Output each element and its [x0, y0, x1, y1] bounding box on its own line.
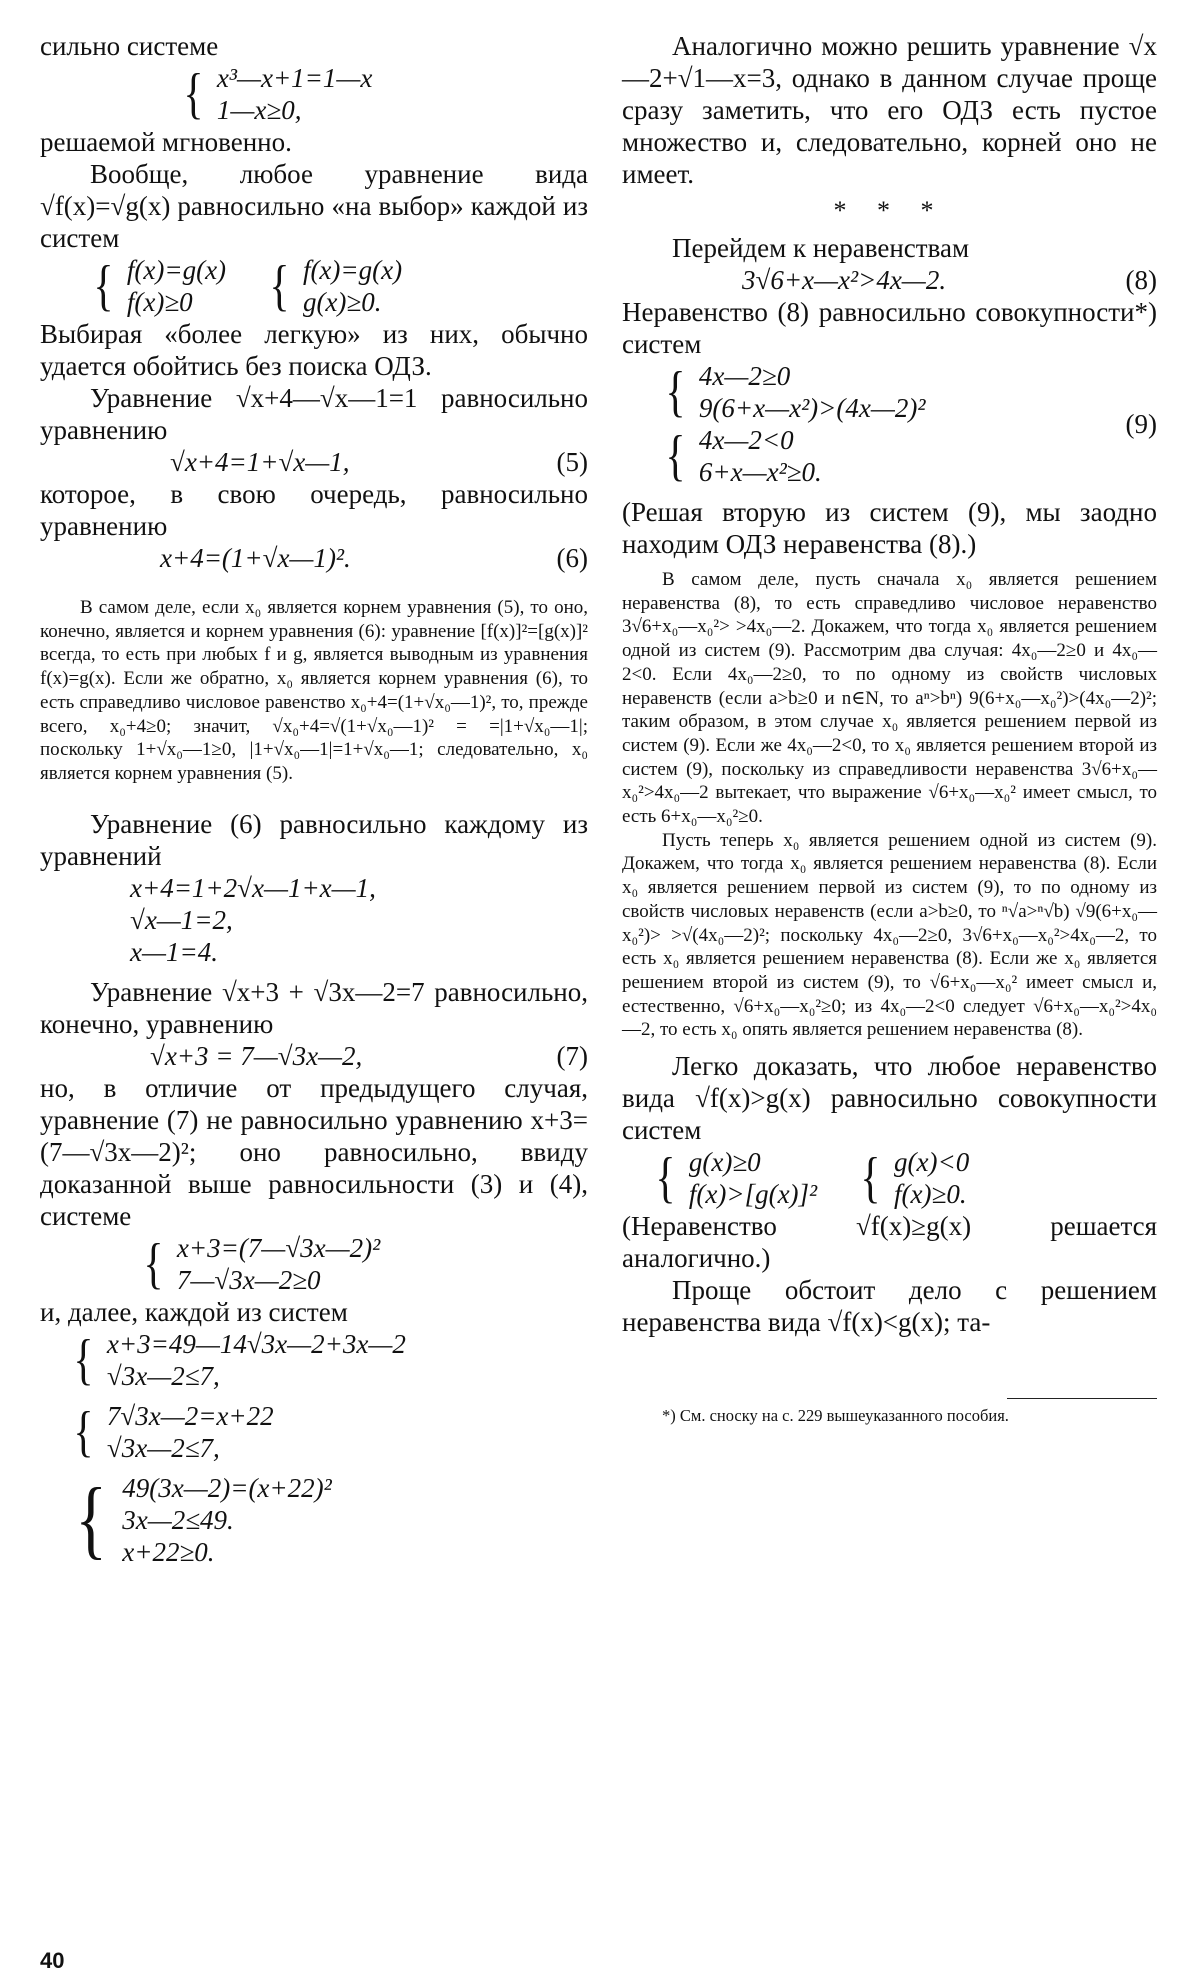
equation-list [40, 872, 588, 968]
equation-line: 4x—2<0 [698, 425, 794, 455]
equation: √x+3 = 7—√3x—2, [150, 1040, 363, 1071]
small-print-paragraph: Пусть теперь x₀ является решением одной из систем (9). Докажем, что тогда x₀ является решением неравенства (8). Если x₀ является решением первой из систем (9), то по одному из свойств числовых неравенств (если a>b≥0, то ⁿ√a>ⁿ√b) √9(6+x₀—x₀²)> >√(4x₀—2)²; поскольку 4x₀—2≥0, 3√6+x₀—x₀²>4x₀—2, то есть x₀ является решением неравенства (8). Если же x₀ является решением второй из систем (9), то √6+x₀—x₀² имеет смысл и, естественно, √6+x₀—x₀²≥0; из 4x₀—2<0 следует √6+x₀—x₀²>4x₀—2, то есть x₀ опять является решением неравенства (8). [622, 829, 1157, 1041]
paragraph: Уравнение (6) равносильно каждому из уравнений [40, 808, 588, 871]
equation-line: g(x)≥0. [302, 287, 382, 317]
equation-system: { x³—x+1=1—x 1—x≥0, [183, 63, 373, 125]
numbered-equation [40, 446, 588, 478]
numbered-inequality [622, 264, 1157, 296]
numbered-equation [40, 1040, 588, 1072]
equation-line: f(x)≥0 [126, 287, 193, 317]
equation-system: { x+3=(7—√3x—2)² 7—√3x—2≥0 [143, 1232, 381, 1295]
equation-line: 6+x—x²≥0. [698, 457, 822, 487]
equation-number: (9) [1125, 409, 1157, 439]
equation-systems-pair: { g(x)≥0 f(x)>[g(x)]² { g(x)<0 f(x)≥0. [655, 1147, 970, 1210]
paragraph: Перейдем к неравенствам [672, 233, 970, 263]
equation-system: { 49(3x—2)=(x+22)² 3x—2≤49. x+22≥0. [75, 1470, 332, 1568]
equation-line: x+22≥0. [122, 1536, 215, 1567]
equation-line: 7√3x—2=x+22 [106, 1400, 274, 1431]
equation-line: f(x)>[g(x)]² [688, 1179, 818, 1210]
equation: x+4=(1+√x—1)². [160, 543, 351, 573]
paragraph: (Решая вторую из систем (9), мы заодно находим ОДЗ неравенства (8).) [622, 497, 1157, 559]
equation-line: f(x)=g(x) [126, 255, 227, 285]
equation-system: { 7√3x—2=x+22 √3x—2≤7, [73, 1400, 274, 1463]
equation-line: 49(3x—2)=(x+22)² [122, 1472, 332, 1503]
equation-line: 1—x≥0, [216, 95, 302, 125]
paragraph: Аналогично можно решить уравнение √x—2+√1—x=3, однако в данном случае проще сразу заметить, что его ОДЗ есть пустое множество и, следовательно, корней оно не имеет. [622, 31, 1157, 189]
equation-number: (6) [556, 543, 588, 573]
equation-number: (8) [1125, 265, 1157, 295]
equation-line: 7—√3x—2≥0 [176, 1264, 321, 1295]
paragraph: (Неравенство √f(x)≥g(x) решается аналогично.) [622, 1211, 1157, 1274]
paragraph: Вообще, любое уравнение вида √f(x)=√g(x) равносильно «на выбор» каждой из систем [40, 159, 588, 253]
right-column [622, 30, 1157, 1427]
equation-line: g(x)≥0 [688, 1147, 761, 1178]
small-print-paragraph: В самом деле, пусть сначала x₀ является решением неравенства (8), то есть справедливо числовое неравенство 3√6+x₀—x₀²> >4x₀—2. Докажем, что тогда x₀ является решением одной из систем (9). Рассмотрим два случая: 4x₀—2≥0 и 4x₀—2<0. Если 4x₀—2≥0, то по одному из свойств числовых неравенств (если a>b≥0 и n∈N, то aⁿ>bⁿ) 9(6+x₀—x₀²)>(4x₀—2)²; таким образом, в этом случае x₀ является решением первой из систем (9). Если же 4x₀—2<0, то x₀ является решением второй из систем (9), поскольку из справедливости неравенства 3√6+x₀—x₀²>4x₀—2 вытекает, что выражение √6+x₀—x₀² имеет смысл, то есть 6+x₀—x₀²≥0. [622, 569, 1157, 828]
paragraph: но, в отличие от предыдущего случая, уравнение (7) не равносильно уравнению x+3=(7—√3x—2)²; оно равносильно, ввиду доказанной выше равносильности (3) и (4), системе [40, 1072, 588, 1231]
page-number: 40 [40, 1948, 65, 1973]
numbered-system-set: { 4x—2≥0 9(6+x—x²)>(4x—2)² { 4x—2<0 6+x—x²≥0. (9) [665, 361, 1157, 487]
equation-systems-pair: { f(x)=g(x) f(x)≥0 { f(x)=g(x) g(x)≥0. [93, 255, 403, 317]
equation-line: x+3=49—14√3x—2+3x—2 [106, 1328, 406, 1359]
equation-line: x+3=(7—√3x—2)² [176, 1232, 381, 1263]
paragraph: Легко доказать, что любое неравенство вида √f(x)>g(x) равносильно совокупности систем [622, 1051, 1157, 1146]
equation-number: (5) [556, 447, 588, 477]
equation: √x+4=1+√x—1, [170, 447, 350, 477]
section-separator: * * * [833, 196, 946, 225]
paragraph: Проще обстоит дело с решением неравенства вида √f(x)<g(x); та- [622, 1275, 1157, 1338]
equation-line: 9(6+x—x²)>(4x—2)² [698, 393, 926, 423]
paragraph: Уравнение √x+3 + √3x—2=7 равносильно, конечно, уравнению [40, 976, 588, 1039]
equation-line: x—1=4. [130, 936, 218, 967]
equation-number: (7) [556, 1040, 588, 1071]
paragraph: Неравенство (8) равносильно совокупности*) систем [622, 297, 1157, 359]
paragraph: сильно системе [40, 31, 219, 61]
equation-line: √3x—2≤7, [106, 1432, 220, 1463]
equation-line: 3x—2≤49. [122, 1504, 234, 1535]
equation-line: √3x—2≤7, [106, 1360, 220, 1391]
equation-line: f(x)=g(x) [302, 255, 403, 285]
paragraph: которое, в свою очередь, равносильно уравнению [40, 479, 588, 541]
equation: 3√6+x—x²>4x—2. [742, 265, 947, 295]
numbered-equation [40, 542, 588, 574]
footnote: *) См. сноску на с. 229 вышеуказанного пособия. [662, 1406, 1009, 1426]
left-column [40, 30, 588, 1568]
equation-line: g(x)<0 [894, 1147, 970, 1178]
paragraph: решаемой мгновенно. [40, 127, 292, 157]
small-print-paragraph: В самом деле, если x₀ является корнем уравнения (5), то оно, конечно, является и корнем уравнения (6): уравнение [f(x)]²=[g(x)]² всегда, то есть при любых f и g, является выводным из уравнения f(x)=g(x). Если же обратно, x₀ является корнем уравнения (6), то есть справедливо числовое равенство x₀+4=(1+√x₀—1)², то, прежде всего, x₀+4≥0; значит, √x₀+4=√(1+√x₀—1)² = =|1+√x₀—1|; поскольку 1+√x₀—1≥0, |1+√x₀—1|=1+√x₀—1; следовательно, x₀ является корнем уравнения (5). [40, 597, 588, 784]
equation-line: x+4=1+2√x—1+x—1, [130, 872, 376, 903]
paragraph: Уравнение √x+4—√x—1=1 равносильно уравнению [40, 383, 588, 445]
equation-line: 4x—2≥0 [698, 361, 791, 391]
equation-line: x³—x+1=1—x [216, 63, 373, 93]
equation-line: √x—1=2, [130, 904, 233, 935]
equation-system: { x+3=49—14√3x—2+3x—2 √3x—2≤7, [73, 1328, 406, 1391]
paragraph: Выбирая «более легкую» из них, обычно удается обойтись без поиска ОДЗ. [40, 319, 588, 381]
footnote-separator [1007, 1398, 1157, 1399]
equation-line: f(x)≥0. [894, 1179, 967, 1210]
paragraph: и, далее, каждой из систем [40, 1296, 348, 1327]
